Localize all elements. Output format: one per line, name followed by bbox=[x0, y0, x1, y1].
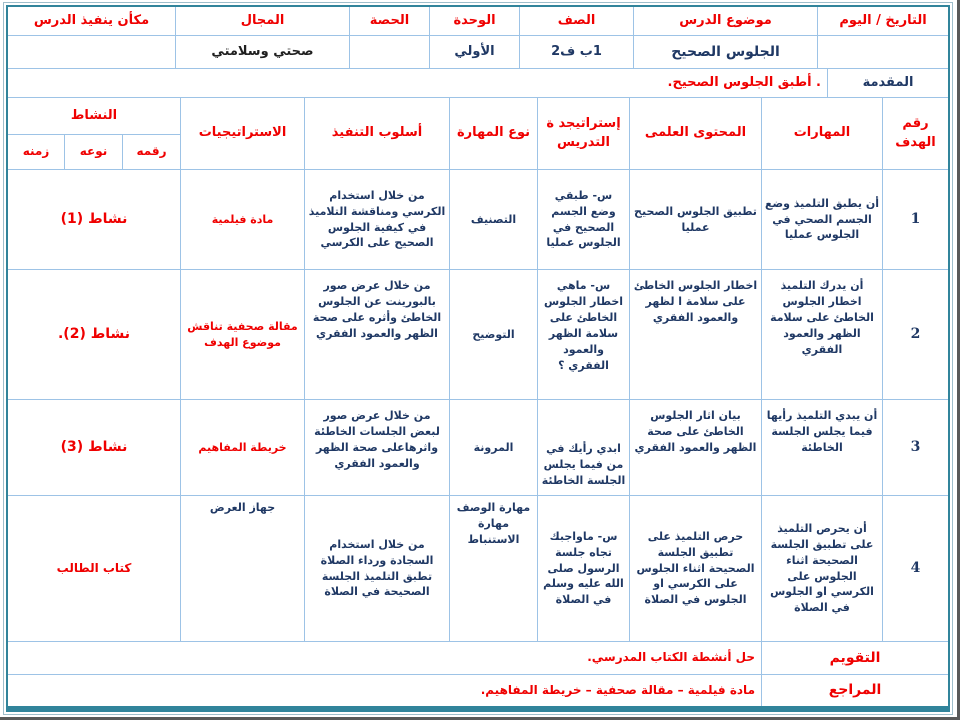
goal-2-no: 2 bbox=[883, 270, 948, 399]
goal-1-no: 1 bbox=[883, 170, 948, 269]
goal-1-strategies: مادة فيلمية bbox=[181, 170, 304, 269]
lesson-plan-table bbox=[8, 7, 948, 706]
goal-3-content: بيان اثار الجلوس الخاطئ على صحة الظهر والعمود الفقري bbox=[630, 400, 761, 495]
goal-1-method: من خلال استخدام الكرسي ومناقشة التلاميذ في كيفية الجلوس الصحيح على الكرسي bbox=[305, 170, 449, 269]
goal-4-content: حرص التلميذ على تطبيق الجلسة الصحيحة اثناء الجلوس على الكرسي او الجلوس في الصلاة bbox=[630, 496, 761, 641]
col-header-goal-no: رقم الهدف bbox=[883, 98, 948, 169]
goal-2-skills: أن يدرك التلميذ اخطار الجلوس الخاطئ على سلامة الظهر والعمود الفقري bbox=[762, 270, 882, 399]
goal-3-skills: أن يبدي التلميذ رأيها فيما يجلس الجلسة الخاطئة bbox=[762, 400, 882, 495]
goal-1-strategy: س- طبقي وضع الجسم الصحيح في الجلوس عمليا bbox=[538, 170, 629, 269]
goal-3-strategies: خريطة المفاهيم bbox=[181, 400, 304, 495]
goal-4-method: من خلال استخدام السجادة ورداء الصلاة تطبق التلميذ الجلسة الصحيحة في الصلاة bbox=[305, 496, 449, 641]
references-label: المراجع bbox=[762, 675, 948, 706]
info-header-grade: الصف bbox=[520, 7, 633, 35]
goal-4-activity: كتاب الطالب bbox=[8, 496, 180, 641]
col-header-strategies: الاستراتيجيات bbox=[181, 98, 304, 169]
goal-2-method: من خلال عرض صور بالبورينت عن الجلوس الخاطئ وأثره على صحة الظهر والعمود الفقري bbox=[305, 270, 449, 399]
col-header-activity: النشاط bbox=[8, 98, 180, 134]
info-value-period bbox=[350, 36, 429, 68]
goal-4-skill-type: مهارة الوصف مهارة الاستنباط bbox=[450, 496, 537, 641]
goal-2-strategy: س- ماهي اخطار الجلوس الخاطئ على سلامة الظهر والعمود الفقري ؟ bbox=[538, 270, 629, 399]
goal-2-skill-type: التوضيح bbox=[450, 270, 537, 399]
goal-3-no: 3 bbox=[883, 400, 948, 495]
goal-1-activity: نشاط (1) bbox=[8, 170, 180, 269]
goal-2-content: اخطار الجلوس الخاطئ على سلامة ا لظهر والعمود الفقري bbox=[630, 270, 761, 399]
col-header-skills: المهارات bbox=[762, 98, 882, 169]
table-frame bbox=[6, 5, 950, 712]
goal-2-activity: نشاط (2). bbox=[8, 270, 180, 399]
info-header-field: المجال bbox=[176, 7, 349, 35]
evaluation-value: حل أنشطة الكتاب المدرسي. bbox=[8, 642, 761, 674]
info-value-row bbox=[8, 36, 948, 68]
goal-3-method: من خلال عرض صور لبعض الجلسات الخاطئة واثرهاعلى صحة الظهر والعمود الفقري bbox=[305, 400, 449, 495]
goal-3-skill-type: المرونة bbox=[450, 400, 537, 495]
goal-1-skill-type: التصنيف bbox=[450, 170, 537, 269]
intro-label: المقدمة bbox=[828, 69, 948, 97]
goal-4-strategy: س- ماواجبك تجاه جلسة الرسول صلى الله عليه وسلم في الصلاة bbox=[538, 496, 629, 641]
info-value-unit: الأولي bbox=[430, 36, 519, 68]
col-header-method: أسلوب التنفيذ bbox=[305, 98, 449, 169]
col-header-activity-time: زمنه bbox=[8, 135, 64, 169]
info-value-field: صحتي وسلامتي bbox=[176, 36, 349, 68]
col-header-strategy: إستراتيجد ة التدريس bbox=[538, 98, 629, 169]
goal-3-strategy: ابدي رأيك في من فيما يجلس الجلسة الخاطئة bbox=[538, 400, 629, 495]
references-row bbox=[8, 675, 948, 706]
references-value: مادة فيلمية – مقالة صحفية – خريطة المفاهيم. bbox=[8, 675, 761, 706]
intro-row bbox=[8, 69, 948, 97]
info-header-unit: الوحدة bbox=[430, 7, 519, 35]
col-header-skill-type: نوع المهارة bbox=[450, 98, 537, 169]
info-header-date: التاريخ / اليوم bbox=[818, 7, 948, 35]
goal-2-strategies: مقالة صحفية تناقش موضوع الهدف bbox=[181, 270, 304, 399]
info-header-topic: موضوع الدرس bbox=[634, 7, 817, 35]
evaluation-label: التقويم bbox=[762, 642, 948, 674]
goal-4-skills: أن يحرص التلميذ على تطبيق الجلسة الصحيحة اثناء الجلوس على الكرسي او الجلوس في الصلاة bbox=[762, 496, 882, 641]
goal-4-no: 4 bbox=[883, 496, 948, 641]
goal-4-strategies: جهاز العرض bbox=[181, 496, 304, 641]
col-header-activity-type: نوعه bbox=[65, 135, 122, 169]
info-value-grade: 1ب ف2 bbox=[520, 36, 633, 68]
evaluation-row bbox=[8, 642, 948, 674]
info-header-row bbox=[8, 7, 948, 35]
goals-grid bbox=[8, 98, 948, 641]
col-header-activity-no: رقمه bbox=[123, 135, 180, 169]
info-header-period: الحصة bbox=[350, 7, 429, 35]
goal-1-content: تطبيق الجلوس الصحيح عمليا bbox=[630, 170, 761, 269]
info-value-date bbox=[818, 36, 948, 68]
info-value-topic: الجلوس الصحيح bbox=[634, 36, 817, 68]
goal-1-skills: أن يطبق التلميذ وضع الجسم الصحي في الجلوس عمليا bbox=[762, 170, 882, 269]
goal-3-activity: نشاط (3) bbox=[8, 400, 180, 495]
col-header-content: المحتوى العلمى bbox=[630, 98, 761, 169]
info-header-place: مكأن ينفيذ الدرس bbox=[8, 7, 175, 35]
info-value-place bbox=[8, 36, 175, 68]
intro-value: . أطبق الجلوس الصحيح. bbox=[8, 69, 827, 97]
